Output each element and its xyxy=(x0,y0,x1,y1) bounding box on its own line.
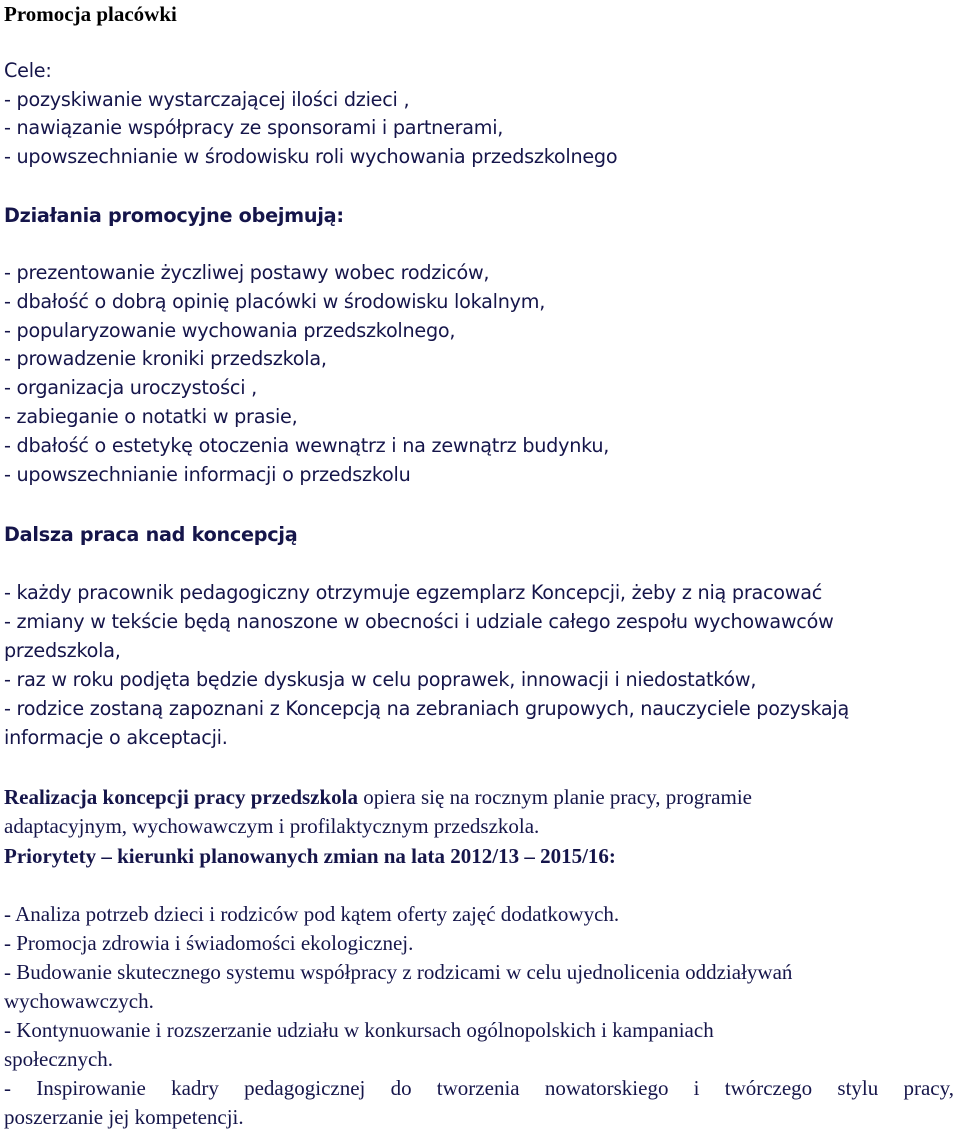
paragraph-line: - Inspirowanie kadry pedagogicznej do tworzenia nowatorskiego i twórczego stylu pracy, xyxy=(4,1076,954,1100)
realization-paragraph xyxy=(4,783,752,811)
list-item: - nawiązanie współpracy ze sponsorami i partnerami, xyxy=(4,116,504,139)
paragraph-line: - każdy pracownik pedagogiczny otrzymuje egzemplarz Koncepcji, żeby z nią pracować xyxy=(4,581,823,604)
list-item: - dbałość o estetykę otoczenia wewnątrz i na zewnątrz budynku, xyxy=(4,434,610,457)
list-item: - prowadzenie kroniki przedszkola, xyxy=(4,347,327,370)
paragraph-line: - zmiany w tekście będą nanoszone w obecności i udziale całego zespołu wychowawców xyxy=(4,610,834,633)
paragraph-line: - Budowanie skutecznego systemu współpracy z rodzicami w celu ujednolicenia oddziaływań xyxy=(4,960,793,984)
paragraph-line: - Kontynuowanie i rozszerzanie udziału w konkursach ogólnopolskich i kampaniach xyxy=(4,1018,714,1042)
realization-bold: Realizacja koncepcji pracy przedszkola xyxy=(4,785,359,809)
paragraph-line: wychowawczych. xyxy=(4,989,154,1013)
paragraph-line: poszerzanie jej kompetencji. xyxy=(4,1105,244,1129)
paragraph-line: - raz w roku podjęta będzie dyskusja w celu poprawek, innowacji i niedostatków, xyxy=(4,668,757,691)
list-item: - pozyskiwanie wystarczającej ilości dzieci , xyxy=(4,88,410,111)
list-item: - upowszechnianie w środowisku roli wychowania przedszkolnego xyxy=(4,145,618,168)
paragraph-line: informacje o akceptacji. xyxy=(4,726,228,749)
paragraph-line: przedszkola, xyxy=(4,639,121,662)
list-item: - popularyzowanie wychowania przedszkolnego, xyxy=(4,319,456,342)
paragraph-line: - Analiza potrzeb dzieci i rodziców pod kątem oferty zajęć dodatkowych. xyxy=(4,902,620,926)
list-item: - dbałość o dobrą opinię placówki w środowisku lokalnym, xyxy=(4,290,546,313)
goals-heading: Cele: xyxy=(4,59,52,82)
promo-heading: Działania promocyjne obejmują: xyxy=(4,204,344,227)
paragraph-line: - Promocja zdrowia i świadomości ekologicznej. xyxy=(4,931,414,955)
paragraph-line: adaptacyjnym, wychowawczym i profilaktycznym przedszkola. xyxy=(4,814,540,838)
page-title: Promocja placówki xyxy=(4,2,177,26)
realization-text: opiera się na rocznym planie pracy, programie xyxy=(358,785,752,809)
further-heading: Dalsza praca nad koncepcją xyxy=(4,523,298,546)
priorities-heading: Priorytety – kierunki planowanych zmian na lata 2012/13 – 2015/16: xyxy=(4,844,616,868)
list-item: - upowszechnianie informacji o przedszkolu xyxy=(4,463,411,486)
paragraph-line: społecznych. xyxy=(4,1047,114,1071)
list-item: - organizacja uroczystości , xyxy=(4,376,257,399)
list-item: - zabieganie o notatki w prasie, xyxy=(4,405,298,428)
paragraph-line: - rodzice zostaną zapoznani z Koncepcją na zebraniach grupowych, nauczyciele pozyskają xyxy=(4,697,849,720)
list-item: - prezentowanie życzliwej postawy wobec rodziców, xyxy=(4,261,490,284)
